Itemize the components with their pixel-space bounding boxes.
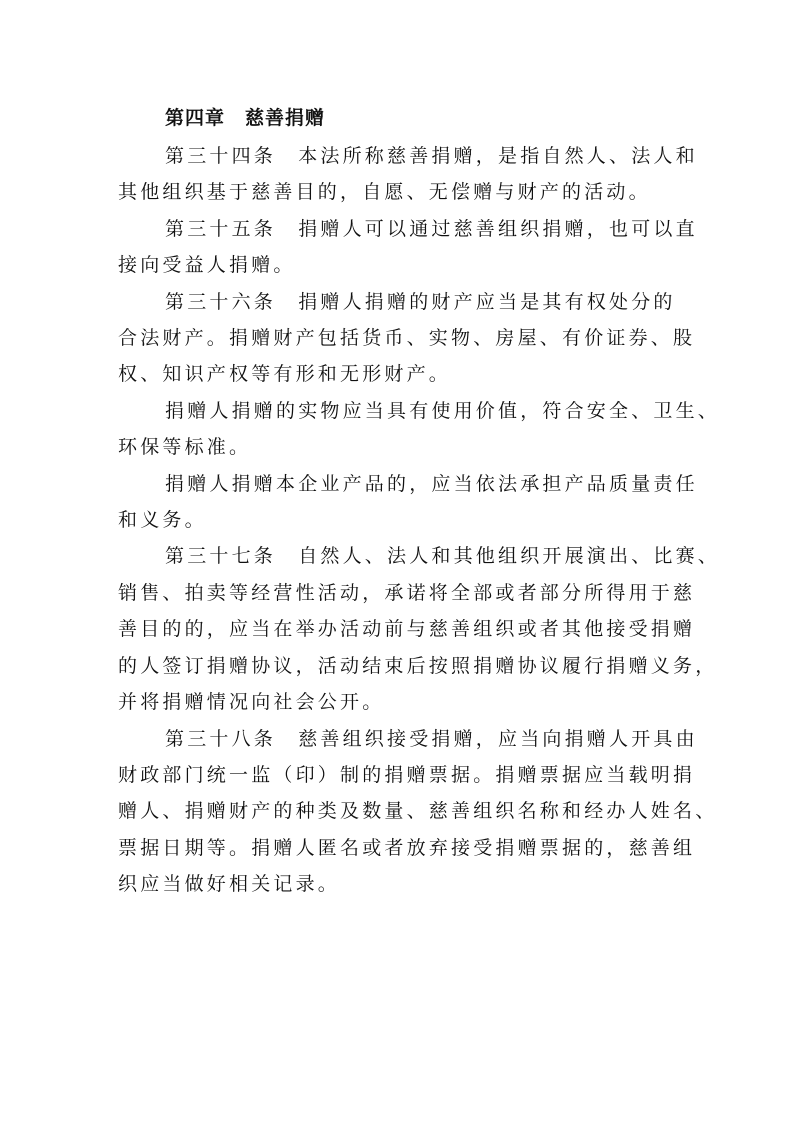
paragraph-line: 的人签订捐赠协议，活动结束后按照捐赠协议履行捐赠义务，	[118, 654, 718, 677]
paragraph-line: 捐赠人捐赠本企业产品的，应当依法承担产品质量责任	[165, 472, 698, 495]
paragraph-line: 捐赠人捐赠的实物应当具有使用价值，符合安全、卫生、	[165, 399, 721, 422]
paragraph-line: 和义务。	[118, 509, 207, 532]
paragraph-list	[118, 138, 721, 903]
article-paragraph	[118, 393, 721, 466]
article-paragraph	[118, 538, 721, 720]
paragraph-line: 善目的的，应当在举办活动前与慈善组织或者其他接受捐赠	[118, 618, 696, 641]
paragraph-line: 第三十八条 慈善组织接受捐赠，应当向捐赠人开具由	[165, 727, 698, 750]
paragraph-line: 环保等标准。	[118, 436, 252, 459]
paragraph-line: 票据日期等。捐赠人匿名或者放弃接受捐赠票据的，慈善组	[118, 836, 696, 859]
article-paragraph	[118, 721, 718, 903]
paragraph-line: 第三十四条 本法所称慈善捐赠，是指自然人、法人和	[165, 145, 698, 167]
paragraph-line: 财政部门统一监（印）制的捐赠票据。捐赠票据应当载明捐	[118, 763, 696, 786]
paragraph-line: 赠人、捐赠财产的种类及数量、慈善组织名称和经办人姓名、	[118, 800, 718, 823]
document-body	[118, 98, 721, 903]
article-paragraph	[118, 284, 696, 393]
article-paragraph	[118, 466, 698, 539]
paragraph-line: 接向受益人捐赠。	[118, 254, 296, 277]
paragraph-line: 合法财产。捐赠财产包括货币、实物、房屋、有价证券、股	[118, 327, 696, 350]
article-paragraph	[118, 138, 698, 211]
paragraph-line: 权、知识产权等有形和无形财产。	[118, 363, 452, 386]
paragraph-line: 第三十六条 捐赠人捐赠的财产应当是其有权处分的	[165, 290, 676, 313]
paragraph-line: 第三十五条 捐赠人可以通过慈善组织捐赠，也可以直	[165, 217, 698, 240]
paragraph-line: 其他组织基于慈善目的，自愿、无偿赠与财产的活动。	[118, 181, 651, 204]
chapter-title: 第四章 慈善捐赠	[165, 107, 326, 129]
paragraph-line: 织应当做好相关记录。	[118, 873, 341, 896]
article-paragraph	[118, 211, 698, 284]
paragraph-line: 并将捐赠情况向社会公开。	[118, 691, 385, 714]
paragraph-line: 第三十七条 自然人、法人和其他组织开展演出、比赛、	[165, 545, 721, 568]
paragraph-line: 销售、拍卖等经营性活动，承诺将全部或者部分所得用于慈	[118, 581, 696, 604]
